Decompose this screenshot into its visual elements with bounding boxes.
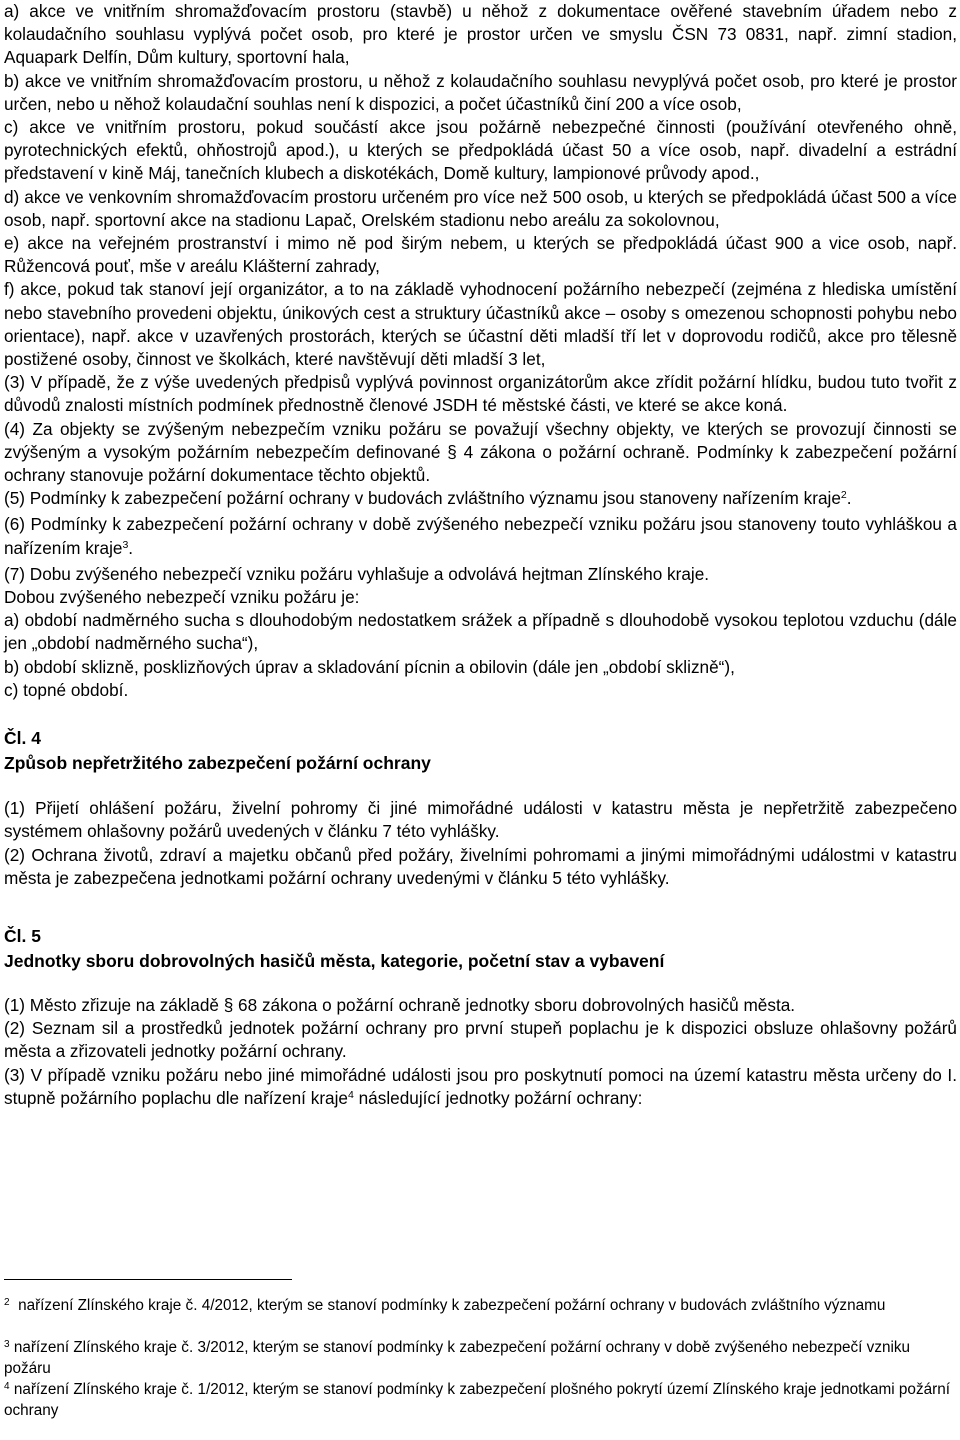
footnote-text: nařízení Zlínského kraje č. 3/2012, kterým se stanoví podmínky k zabezpečení požární ochrany v době zvýšeného nebezpečí vzniku požáru [4, 1339, 911, 1377]
period-c: c) topné období. [4, 679, 129, 700]
paragraph-b: b) akce ve vnitřním shromažďovacím prostoru, u něhož z kolaudačního souhlasu nevyplývá počet osob, pro které je prostor určen, nebo u něhož kolaudační souhlas není k dispozici, a počet účastníků činí 200 a více osob, [4, 70, 957, 114]
paragraph-6 [4, 513, 957, 562]
spacer [4, 702, 957, 726]
footnote-number: 2 [4, 1297, 10, 1308]
paragraph-c: c) akce ve vnitřním prostoru, pokud součástí akce jsou požárně nebezpečné činnosti (používání otevřeného ohně, pyrotechnických efektů, ohňostrojů apod.), u kterých se předpokládá účast 50 a více osob, např. divadelní a estrádní představení v kině Máj, tanečních klubech a diskotékách, Domě kultury, lampionové průvody apod., [4, 117, 957, 184]
paragraph-4: (4) Za objekty se zvýšeným nebezpečím vzniku požáru se považují všechny objekty, ve kterých se provozují činnosti se zvýšeným a vysokým požárním nebezpečím definované § 4 zákona o požární ochraně. Podmínky k zabezpečení požární ochrany stanovuje požární dokumentace těchto objektů. [4, 418, 957, 486]
footnote-separator [4, 1279, 292, 1280]
footnote-text: nařízení Zlínského kraje č. 4/2012, kterým se stanoví podmínky k zabezpečení požární ochrany v budovách zvláštního významu [18, 1297, 886, 1314]
article-5-paragraph-2: (2) Seznam sil a prostředků jednotek požární ochrany pro první stupeň poplachu je k dispozici obsluze ohlašovny požárů města a zřizovateli jednotky požární ochrany. [4, 1018, 957, 1062]
paragraph-3: (3) V případě, že z výše uvedených předpisů vyplývá povinnost organizátorům akce zřídit požární hlídku, budou tuto tvořit z důvodů znalosti místních podmínek přednostně členové JSDH té městské části, ve které se akce koná. [4, 372, 957, 416]
paragraph-7: (7) Dobu zvýšeného nebezpečí vzniku požáru vyhlašuje a odvolává hejtman Zlínského kraje. [4, 563, 710, 584]
article-5-title: Jednotky sboru dobrovolných hasičů města, kategorie, početní stav a vybavení [4, 950, 665, 971]
article-5-number: Čl. 5 [4, 925, 41, 946]
paragraph-6-tail: . [128, 537, 134, 558]
spacer [4, 974, 957, 994]
article-4-paragraph-2: (2) Ochrana životů, zdraví a majetku občanů před požáry, živelními pohromami a jinými mimořádnými událostmi v katastru města je zabezpečena jednotkami požární ochrany uvedenými v článku 5 této vyhlášky. [4, 844, 957, 888]
period-intro: Dobou zvýšeného nebezpečí vzniku požáru je: [4, 587, 360, 608]
spacer [4, 890, 957, 924]
paragraph-f: f) akce, pokud tak stanoví její organizátor, a to na základě vyhodnocení požárního nebezpečí (zejména z hlediska umístění nebo stavebního provedeni objektu, únikových cest a struktury účastníků akce – osoby s omezenou schopnosti pohybu nebo orientace), např. akce v uzavřených prostorách, kterých se účastní děti mladší tří let v doprovodu rodičů, akce pro tělesně postižené osoby, činnost ve školkách, které navštěvují děti mladší 3 let, [4, 279, 957, 370]
footnote-ref-4: 4 [348, 1088, 354, 1101]
paragraph-5-text: (5) Podmínky k zabezpečení požární ochrany v budovách zvláštního významu jsou stanoveny nařízením kraje [4, 488, 841, 509]
footnote-2 [4, 1297, 957, 1318]
footnote-text: nařízení Zlínského kraje č. 1/2012, kterým se stanoví podmínky k zabezpečení plošného pokrytí území Zlínského kraje jednotkami požární ochrany [4, 1381, 950, 1419]
period-a: a) období nadměrného sucha s dlouhodobým nedostatkem srážek a případně s dlouhodobě vysokou teplotou vzduchu (dále jen „období nadměrného sucha“), [4, 610, 957, 654]
footnote-ref-2: 2 [840, 489, 847, 502]
article-4-title: Způsob nepřetržitého zabezpečení požární ochrany [4, 753, 431, 774]
article-5-paragraph-1: (1) Město zřizuje na základě § 68 zákona o požární ochraně jednotky sboru dobrovolných hasičů města. [4, 994, 796, 1015]
paragraph-a: a) akce ve vnitřním shromažďovacím prostoru (stavbě) u něhož z dokumentace ověřené stavebním úřadem nebo z kolaudačního souhlasu vyplývá počet osob, pro které je prostor určen ve smyslu ČSN 73 0831, např. zimní stadion, Aquapark Delfín, Dům kultury, sportovní hala, [4, 1, 957, 68]
period-b: b) období sklizně, posklizňových úprav a skladování pícnin a obilovin (dále jen „období sklizně“), [4, 656, 735, 677]
article-5-paragraph-3-tail: následující jednotky požární ochrany: [353, 1087, 643, 1108]
paragraph-d: d) akce ve venkovním shromažďovacím prostoru určeném pro více než 500 osob, u kterých se předpokládá účast 500 a více osob, např. sportovní akce na stadionu Lapač, Orelském stadionu nebo areálu za sokolovnou, [4, 186, 957, 230]
footnote-number: 3 [4, 1339, 10, 1350]
article-4-number: Čl. 4 [4, 728, 41, 749]
paragraph-5-tail: . [846, 488, 852, 509]
paragraph-e: e) akce na veřejném prostranství i mimo ně pod širým nebem, u kterých se předpokládá účast 900 a vice osob, např. Růžencová pouť, mše v areálu Klášterní zahrady, [4, 233, 957, 277]
footnote-number: 4 [4, 1381, 10, 1392]
article-4-paragraph-1: (1) Přijetí ohlášení požáru, živelní pohromy či jiné mimořádné události v katastru města je nepřetržitě zabezpečeno systémem ohlašovny požárů uvedených v článku 7 této vyhlášky. [4, 798, 957, 842]
article-5-paragraph-3 [4, 1064, 957, 1113]
footnote-ref-3: 3 [122, 538, 129, 551]
spacer [4, 776, 957, 797]
footnote-4 [4, 1381, 957, 1420]
paragraph-5 [4, 487, 957, 513]
body-text [4, 0, 957, 1113]
paragraph-6-text: (6) Podmínky k zabezpečení požární ochrany v době zvýšeného nebezpečí vzniku požáru jsou stanoveny touto vyhláškou a nařízením kraje [4, 514, 957, 558]
footnote-3 [4, 1339, 957, 1378]
article-5-paragraph-3-text: (3) V případě vzniku požáru nebo jiné mimořádné události jsou pro poskytnutí pomoci na území katastru města určeny do I. stupně požárního poplachu dle nařízení kraje [4, 1064, 957, 1108]
